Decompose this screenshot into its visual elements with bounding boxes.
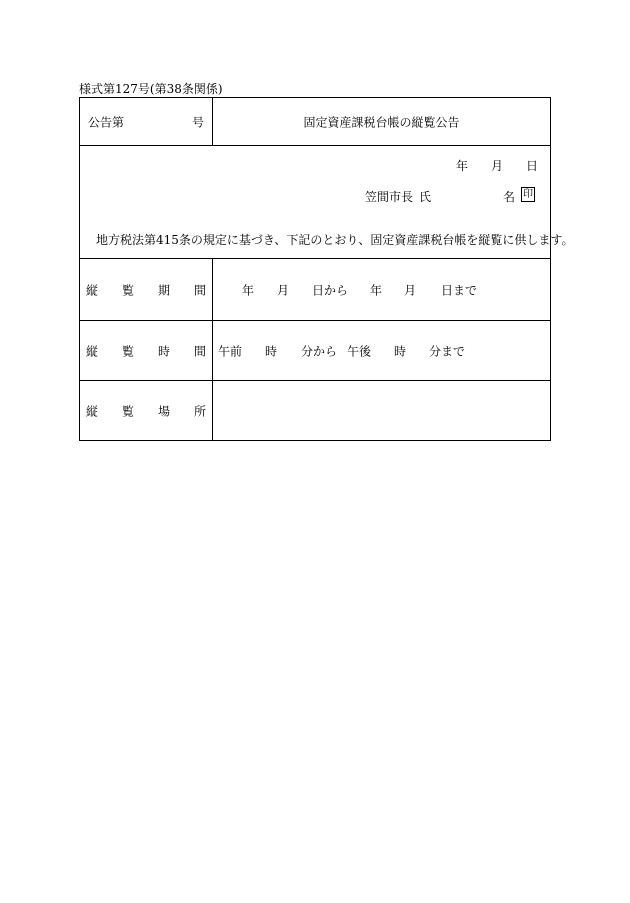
notice-number-suffix: 号 bbox=[191, 115, 204, 129]
period-end-year: 年 bbox=[370, 283, 383, 297]
label-char: 縦 bbox=[86, 283, 99, 297]
seal-mark: 印 bbox=[523, 189, 533, 200]
period-end-day: 日まで bbox=[441, 283, 478, 297]
inspection-period-label-cell bbox=[80, 259, 213, 320]
time-start-hour: 時 bbox=[265, 344, 278, 358]
inspection-place-row bbox=[80, 381, 550, 440]
time-start-minute: 分から bbox=[301, 344, 338, 358]
time-start-ampm: 午前 bbox=[218, 344, 243, 358]
notice-number-cell bbox=[80, 98, 213, 145]
label-char: 間 bbox=[193, 344, 206, 358]
inspection-place-label-cell bbox=[80, 381, 213, 440]
statement-row bbox=[80, 146, 574, 259]
date-day: 日 bbox=[526, 159, 539, 173]
inspection-time-value-cell bbox=[213, 321, 550, 380]
label-char: 覧 bbox=[121, 283, 134, 297]
inspection-period-row bbox=[80, 259, 550, 321]
label-char: 覧 bbox=[121, 344, 134, 358]
signer-name-char-2: 名 bbox=[503, 190, 516, 204]
form-number-label: 様式第127号(第38条関係) bbox=[79, 82, 223, 96]
inspection-period-value-cell bbox=[213, 259, 550, 320]
inspection-time-label-cell bbox=[80, 321, 213, 380]
time-end-minute: 分まで bbox=[429, 344, 466, 358]
label-char: 期 bbox=[157, 283, 170, 297]
label-char: 覧 bbox=[121, 404, 134, 418]
label-char: 時 bbox=[157, 344, 170, 358]
date-year: 年 bbox=[456, 159, 469, 173]
label-char: 間 bbox=[193, 283, 206, 297]
header-row bbox=[80, 98, 550, 146]
signer-name-char-1: 氏 bbox=[419, 190, 432, 204]
notice-number-label: 公告第 bbox=[88, 115, 125, 129]
period-start-day: 日から bbox=[312, 283, 349, 297]
title-cell bbox=[213, 98, 550, 145]
label-char: 所 bbox=[193, 404, 206, 418]
label-char: 場 bbox=[157, 404, 170, 418]
inspection-time-row bbox=[80, 321, 550, 381]
period-start-year: 年 bbox=[242, 283, 255, 297]
date-month: 月 bbox=[491, 159, 504, 173]
period-start-month: 月 bbox=[277, 283, 290, 297]
inspection-place-label bbox=[86, 402, 206, 419]
statement-text: 地方税法第415条の規定に基づき、下記のとおり、固定資産課税台帳を縦覧に供します。 bbox=[96, 233, 574, 247]
time-end-ampm: 午後 bbox=[347, 344, 372, 358]
inspection-place-value-cell bbox=[213, 381, 550, 440]
label-char: 縦 bbox=[86, 404, 99, 418]
inspection-time-label bbox=[86, 342, 206, 359]
notice-title: 固定資産課税台帳の縦覧公告 bbox=[303, 115, 460, 129]
label-char: 縦 bbox=[86, 344, 99, 358]
signer-title: 笠間市長 bbox=[365, 190, 414, 204]
time-end-hour: 時 bbox=[394, 344, 407, 358]
inspection-period-label bbox=[86, 281, 206, 298]
public-notice-form bbox=[79, 97, 574, 441]
period-end-month: 月 bbox=[404, 283, 417, 297]
